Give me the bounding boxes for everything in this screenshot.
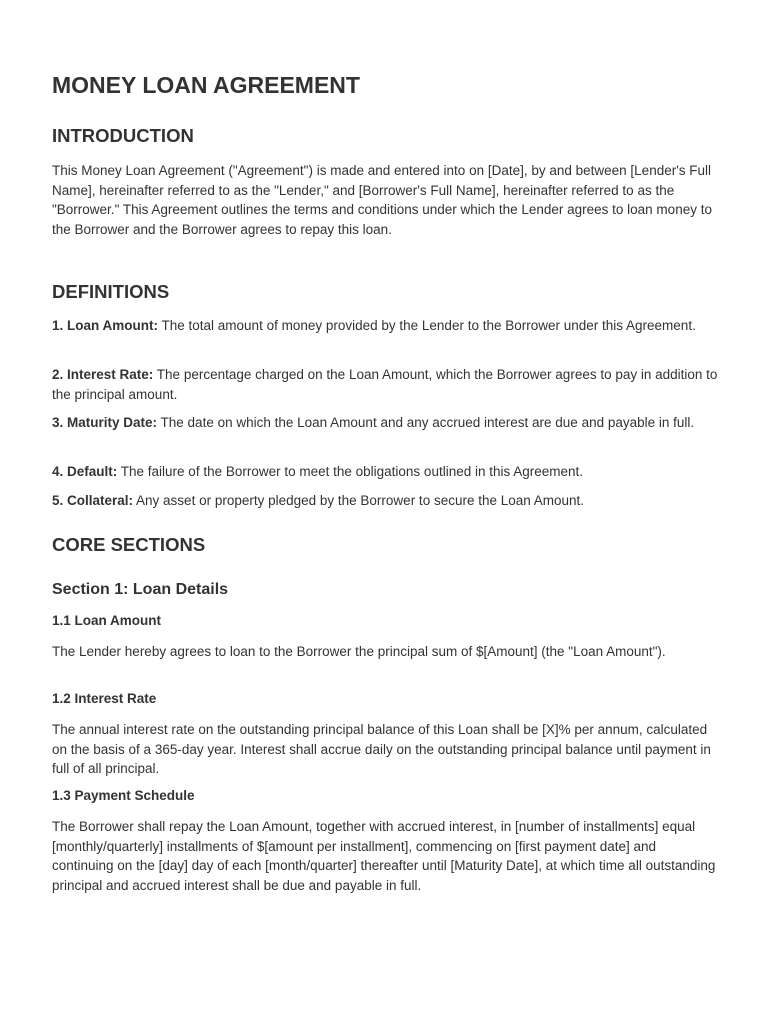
definition-term: 5. Collateral: xyxy=(52,493,134,508)
definition-term: 4. Default: xyxy=(52,464,118,479)
definition-text: The percentage charged on the Loan Amount, which the Borrower agrees to pay in addition to the principal amount. xyxy=(52,367,718,402)
subsection-heading: 1.2 Interest Rate xyxy=(52,691,157,706)
section-1-heading: Section 1: Loan Details xyxy=(52,581,229,598)
definition-item xyxy=(52,365,720,404)
subsection-heading: 1.1 Loan Amount xyxy=(52,613,162,628)
subsection-heading: 1.3 Payment Schedule xyxy=(52,788,195,803)
definition-item xyxy=(52,413,720,433)
definitions-heading: DEFINITIONS xyxy=(52,281,170,302)
definition-item xyxy=(52,491,720,511)
introduction-heading: INTRODUCTION xyxy=(52,125,194,146)
introduction-text: This Money Loan Agreement ("Agreement") is made and entered into on [Date], by and between [Lender's Full Name], hereinafter referred to as the "Lender," and [Borrower's Full Name], hereinafter referred to as the "Borrower." This Agreement outlines the terms and conditions under which the Lender agrees to loan money to the Borrower and the Borrower agrees to repay this loan. xyxy=(52,163,712,237)
subsection-text: The Lender hereby agrees to loan to the Borrower the principal sum of $[Amount] (the "Loan Amount"). xyxy=(52,644,666,659)
definition-term: 3. Maturity Date: xyxy=(52,415,158,430)
definition-text: The total amount of money provided by the Lender to the Borrower under this Agreement. xyxy=(158,318,696,333)
definition-item xyxy=(52,316,720,336)
document-title: MONEY LOAN AGREEMENT xyxy=(52,72,360,98)
definition-term: 2. Interest Rate: xyxy=(52,367,154,382)
definition-item xyxy=(52,462,720,482)
definition-text: The date on which the Loan Amount and any accrued interest are due and payable in full. xyxy=(157,415,695,430)
subsection-text: The annual interest rate on the outstanding principal balance of this Loan shall be [X]% per annum, calculated on the basis of a 365-day year. Interest shall accrue daily on the outstanding principal balance until payment in full of all principal. xyxy=(52,722,711,776)
definition-term: 1. Loan Amount: xyxy=(52,318,158,333)
definition-text: Any asset or property pledged by the Borrower to secure the Loan Amount. xyxy=(133,493,585,508)
subsection-text: The Borrower shall repay the Loan Amount, together with accrued interest, in [number of installments] equal [monthly/quarterly] installments of $[amount per installment], commencing on [first payment date] and continuing on the [day] day of each [month/quarter] thereafter until [Maturity Date], at which time all outstanding principal and accrued interest shall be due and payable in full. xyxy=(52,819,716,893)
definition-text: The failure of the Borrower to meet the obligations outlined in this Agreement. xyxy=(117,464,584,479)
core-sections-heading: CORE SECTIONS xyxy=(52,534,206,555)
